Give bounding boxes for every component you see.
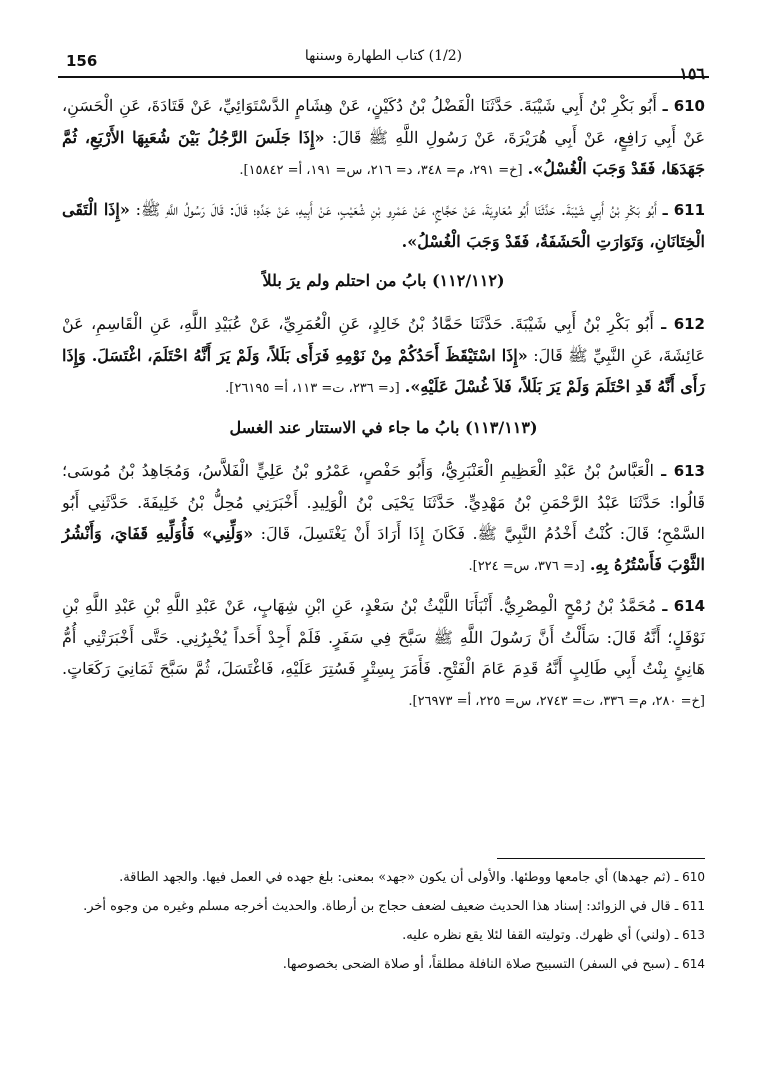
hadith-612 <box>62 308 705 404</box>
hadith-matn: «إِذَا اسْتَيْقَظَ أَحَدُكُمْ مِنْ نَوْمِهِ فَرَأَى بَلَلاً، وَلَمْ يَرَ أَنَّهُ احْتَلَمَ، اغْتَسَلَ. وَإِذَا رَأَى أَنَّهُ قَدِ احْتَلَمَ وَلَمْ يَرَ بَلَلاً، فَلاَ غُسْلَ عَلَيْهِ». <box>62 346 705 396</box>
hadith-number: 614 ـ <box>662 597 706 615</box>
chapter-heading: (١١٣/١١٣) بابُ ما جاء في الاستتار عند الغسل <box>229 418 538 437</box>
hadith-reference: [خ= ٢٨٠، م= ٣٣٦، ت= ٢٧٤٣، س= ٢٢٥، أ= ٢٦٩٧٣]. <box>408 694 705 709</box>
hadith-isnad: أَبُو بَكْرِ بْنُ أَبِي شَيْبَةَ. حَدَّثَنَا أَبُو مُعَاوِيَةَ، عَنْ حَجَّاجٍ، عَنْ عَمْرِو بْنِ شُعَيْبٍ، عَنْ أَبِيهِ، عَنْ جَدِّهِ؛ قَالَ: قَالَ رَسُولُ اللَّهِ ﷺ: <box>135 200 657 219</box>
running-title: (1/2) كتاب الطهارة وسننها <box>304 48 463 64</box>
footnotes <box>62 866 705 982</box>
hadith-reference: [خ= ٢٩١، م= ٣٤٨، د= ٢١٦، س= ١٩١، أ= ١٥٨٤٢]. <box>239 163 523 178</box>
hadith-reference: [د= ٣٧٦، س= ٢٢٤]. <box>468 559 585 574</box>
hadith-613 <box>62 455 705 582</box>
footnote <box>62 924 705 947</box>
footnote-text: (ثم جهدها) أي جامعها ووطئها. والأولى أن يكون «جهد» بمعنى: بلغ جهده في العمل فيها. والجهد الطاقة. <box>119 870 671 885</box>
hadith-number: 611 ـ <box>662 201 706 219</box>
page-number-latin: 156 <box>66 52 98 70</box>
footnote <box>62 953 705 976</box>
hadith-611 <box>62 194 705 257</box>
footnote-number: 614 ـ <box>674 957 705 971</box>
hadith-isnad: أَبُو بَكْرِ بْنُ أَبِي شَيْبَةَ. حَدَّثَنَا الْفَضْلُ بْنُ دُكَيْنٍ، عَنْ هِشَامٍ الدَّسْتَوَائِيِّ، عَنْ قَتَادَةَ، عَنِ الْحَسَنِ، عَنْ أَبِي رَافِعٍ، عَنْ أَبِي هُرَيْرَةَ، عَنْ رَسُولِ اللَّهِ ﷺ قَالَ: <box>62 96 706 147</box>
hadith-610 <box>62 90 705 186</box>
footnote-number: 610 ـ <box>674 870 705 884</box>
footnote <box>62 895 705 918</box>
page-number-arabic: ١٥٦ <box>679 64 705 83</box>
footnote-number: 613 ـ <box>674 928 705 942</box>
hadith-number: 610 ـ <box>662 97 705 115</box>
hadith-matn: «إِذَا الْتَقَى الْخِتَانَانِ، وَتَوَارَتِ الْحَشَفَةُ، فَقَدْ وَجَبَ الْغُسْلُ». <box>62 200 705 251</box>
hadith-number: 613 ـ <box>661 462 705 480</box>
footnote-text: (سبح في السفر) التسبيح صلاة النافلة مطلقاً، أو صلاة الضحى بخصوصها. <box>282 957 671 972</box>
hadith-number: 612 ـ <box>661 315 705 333</box>
main-text <box>62 90 705 725</box>
hadith-isnad: مُحَمَّدُ بْنُ رُمْحٍ الْمِصْرِيُّ. أَنْبَأَنَا اللَّيْثُ بْنُ سَعْدٍ، عَنِ ابْنِ شِهَابٍ، عَنْ عَبْدِ اللَّهِ بْنِ عَبْدِ اللَّهِ بْنِ نَوْفَلٍ؛ أَنَّهُ قَالَ: سَأَلْتُ أَنَّ رَسُولَ اللَّهِ ﷺ سَبَّحَ فِي سَفَرٍ. فَلَمْ أَجِدْ أَحَداً يُخْبِرُنِي. حَتَّى أَخْبَرَتْنِي أُمُّ هَانِئٍ بِنْتُ أَبِي طَالِبٍ أَنَّهُ قَدِمَ عَامَ الْفَتْحِ. فَأَمَرَ بِسِتْرٍ فَسُتِرَ عَلَيْهِ، فَاغْتَسَلَ، ثُمَّ سَبَّحَ ثَمَانِيَ رَكَعَاتٍ. <box>62 596 705 678</box>
hadith-isnad: أَبُو بَكْرِ بْنُ أَبِي شَيْبَةَ. حَدَّثَنَا حَمَّادُ بْنُ خَالِدٍ، عَنِ الْعُمَرِيِّ، عَنْ عُبَيْدِ اللَّهِ، عَنِ الْقَاسِمِ، عَنْ عَائِشَةَ، عَنِ النَّبِيِّ ﷺ قَالَ: <box>62 314 705 365</box>
page-header <box>58 46 709 83</box>
hadith-614 <box>62 590 705 717</box>
chapter-heading: (١١٢/١١٢) بابُ من احتلم ولم يرَ بللاً <box>262 271 505 290</box>
footnote <box>62 866 705 889</box>
footnote-text: قال في الزوائد: إسناد هذا الحديث ضعيف لضعف حجاج بن أرطاة. والحديث أخرجه مسلم وغيره من وجوه أخر. <box>83 899 671 914</box>
hadith-matn: «إِذَا جَلَسَ الرَّجُلُ بَيْنَ شُعَبِهَا الأَرْبَعِ، ثُمَّ جَهَدَهَا، فَقَدْ وَجَبَ الْغُسْلُ». <box>62 128 705 178</box>
footnote-number: 611 ـ <box>674 899 705 913</box>
hadith-reference: [د= ٢٣٦، ت= ١١٣، أ= ٢٦١٩٥]. <box>225 381 400 396</box>
hadith-isnad: الْعَبَّاسُ بْنُ عَبْدِ الْعَظِيمِ الْعَنْبَرِيُّ، وَأَبُو حَفْصٍ، عَمْرُو بْنُ عَلِيٍّ الْفَلاَّسُ، وَمُجَاهِدُ بْنُ مُوسَى؛ قَالُوا: حَدَّثَنَا عَبْدُ الرَّحْمَنِ بْنُ مَهْدِيٍّ. حَدَّثَنَا يَحْيَى بْنُ الْوَلِيدِ. أَخْبَرَنِي مُحِلُّ بْنُ خَلِيفَةَ. حَدَّثَنِي أَبُو السَّمْحِ؛ قَالَ: كُنْتُ أَخْدُمُ النَّبِيَّ ﷺ. فَكَانَ إِذَا أَرَادَ أَنْ يَغْتَسِلَ، قَالَ: <box>62 461 706 543</box>
footnote-text: (ولني) أي ظهرك. وتوليته القفا لئلا يقع نظره عليه. <box>402 928 671 943</box>
hadith-matn: «وَلِّنِي» فَأُوَلِّيهِ قَفَايَ، وَأَنْشُرُ الثَّوْبَ فَأَسْتُرُهُ بِهِ. <box>62 524 705 574</box>
footnote-divider <box>497 858 705 859</box>
